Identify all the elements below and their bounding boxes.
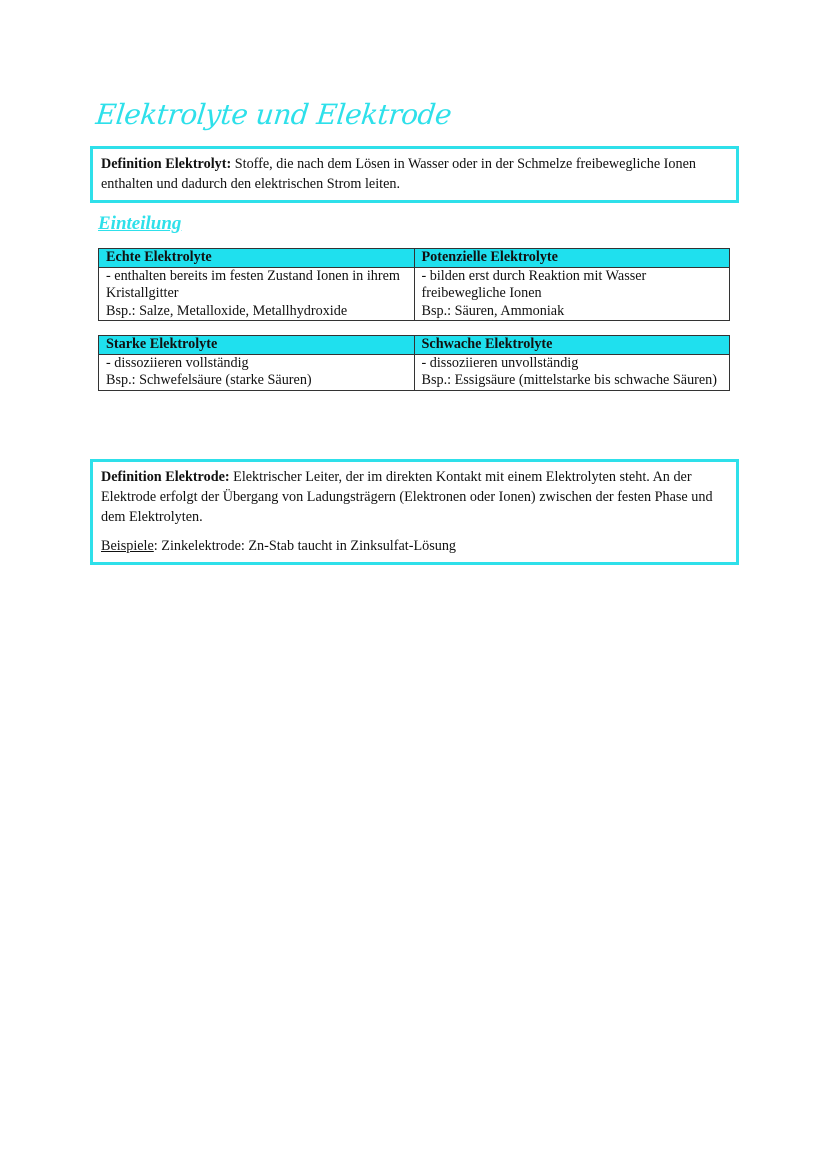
table-strong-vs-weak <box>98 335 730 391</box>
header-potenzielle: Potenzielle Elektrolyte <box>414 249 730 268</box>
cell-schwache <box>414 354 730 390</box>
electrode-examples <box>101 536 728 556</box>
definition-electrode-text <box>101 467 728 527</box>
definition-electrode-label: Definition Elektrode: <box>101 469 230 485</box>
cell-echte-line1: - enthalten bereits im festen Zustand Ionen in ihrem Kristallgitter <box>106 267 400 301</box>
examples-label: Beispiele <box>101 538 154 554</box>
examples-text: : Zinkelektrode: Zn-Stab taucht in Zinksulfat-Lösung <box>153 538 457 554</box>
cell-starke <box>99 354 415 390</box>
definition-electrode-box <box>90 459 739 565</box>
cell-echte-line2: Bsp.: Salze, Metalloxide, Metallhydroxide <box>106 302 348 319</box>
cell-potenzielle-line1: - bilden erst durch Reaktion mit Wasser freibewegliche Ionen <box>421 267 647 301</box>
page-title: Elektrolyte und Elektrode <box>94 98 453 131</box>
cell-schwache-line1: - dissoziieren unvollständig <box>421 354 579 371</box>
cell-potenzielle-line2: Bsp.: Säuren, Ammoniak <box>421 302 565 319</box>
definition-electrolyte-text <box>101 154 728 194</box>
definition-electrolyte-body: Stoffe, die nach dem Lösen in Wasser oder in der Schmelze freibewegliche Ionen enthalten und dadurch den elektrischen Strom leiten. <box>101 156 696 192</box>
cell-schwache-line2: Bsp.: Essigsäure (mittelstarke bis schwache Säuren) <box>421 372 717 388</box>
table-real-vs-potential <box>98 248 730 321</box>
section-heading-einteilung: Einteilung <box>98 213 182 234</box>
cell-starke-line2: Bsp.: Schwefelsäure (starke Säuren) <box>106 372 312 388</box>
definition-electrolyte-box <box>90 146 739 203</box>
definition-electrolyte-label: Definition Elektrolyt: <box>101 156 232 172</box>
cell-starke-line1: - dissoziieren vollständig <box>106 354 249 371</box>
header-starke: Starke Elektrolyte <box>99 336 415 355</box>
header-echte: Echte Elektrolyte <box>99 249 415 268</box>
definition-electrode-body: Elektrischer Leiter, der im direkten Kontakt mit einem Elektrolyten steht. An der Elektrode erfolgt der Übergang von Ladungsträgern (Elektronen oder Ionen) zwischen der festen Phase und dem Elektrolyten. <box>101 469 713 525</box>
cell-echte <box>99 267 415 321</box>
cell-potenzielle <box>414 267 730 321</box>
header-schwache: Schwache Elektrolyte <box>414 336 730 355</box>
